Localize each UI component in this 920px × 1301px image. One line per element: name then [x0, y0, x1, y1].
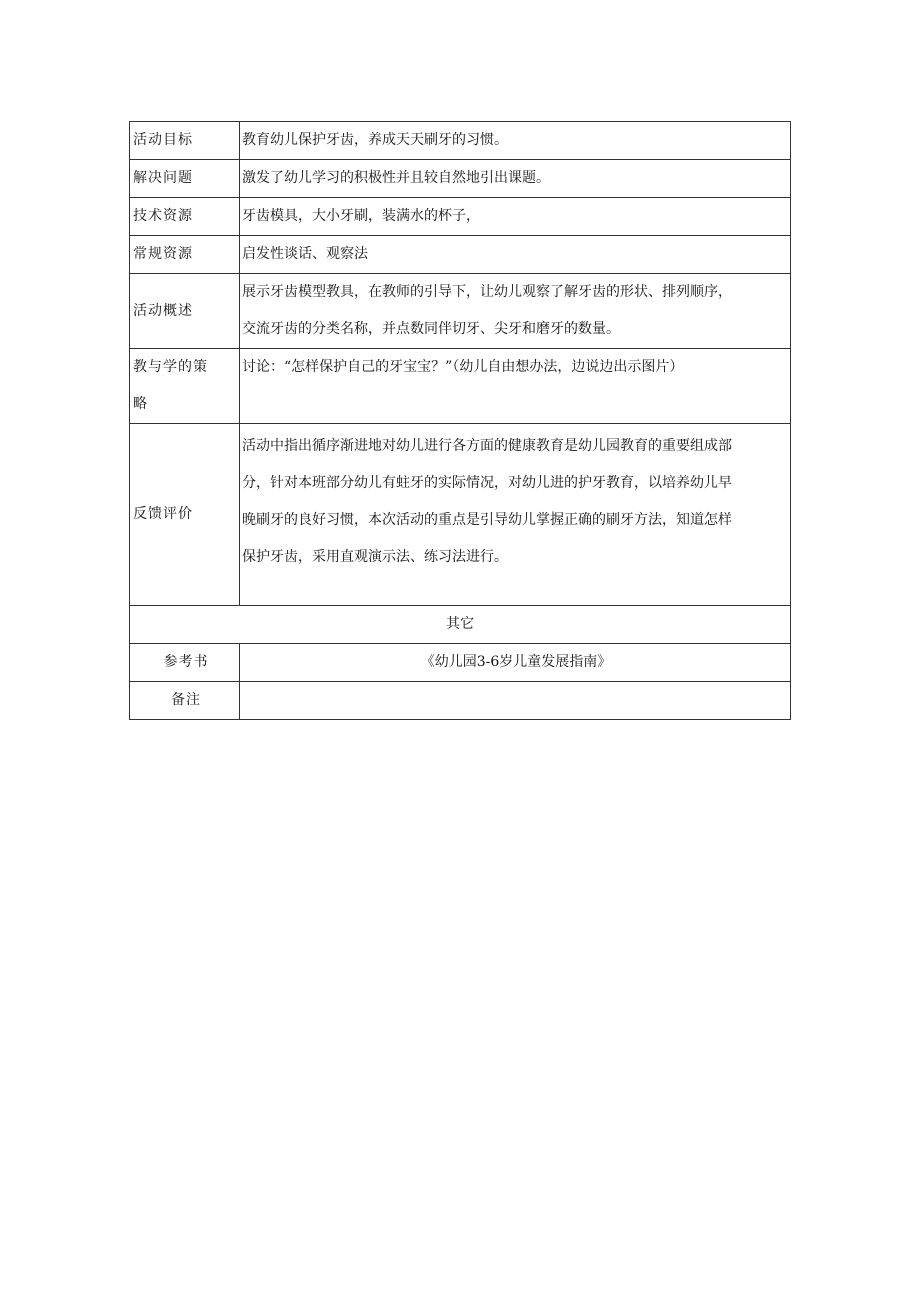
- remark-label: 备注: [130, 682, 240, 720]
- row-value-feedback: [240, 424, 791, 606]
- table-row: [130, 198, 791, 236]
- row-label-goal: 活动目标: [130, 122, 240, 160]
- table-row: [130, 236, 791, 274]
- feedback-line: 晚刷牙的良好习惯，本次活动的重点是引导幼儿掌握正确的刷牙方法，知道怎样: [242, 512, 732, 528]
- table-row: [130, 424, 791, 606]
- table-row: [130, 682, 791, 720]
- row-value-goal: 教育幼儿保护牙齿，养成天天刷牙的习惯。: [240, 122, 791, 160]
- table-row: [130, 644, 791, 682]
- table-row: [130, 349, 791, 424]
- feedback-line: 保护牙齿，采用直观演示法、练习法进行。: [242, 549, 508, 565]
- reference-label: 参考书: [130, 644, 240, 682]
- strategy-label-line: 教与学的策: [133, 359, 208, 375]
- table-row: [130, 122, 791, 160]
- table-row: [130, 606, 791, 644]
- section-title: 其它: [130, 606, 791, 644]
- reference-value: 《幼儿园3-6岁儿童发展指南》: [240, 644, 791, 682]
- overview-line: 交流牙齿的分类名称，并点数同伴切牙、尖牙和磨牙的数量。: [242, 321, 620, 337]
- row-label-problem: 解决问题: [130, 160, 240, 198]
- feedback-line: 分，针对本班部分幼儿有蛀牙的实际情况，对幼儿进的护牙教育，以培养幼儿早: [242, 475, 732, 491]
- table-row: [130, 274, 791, 349]
- row-value-strategy: 讨论：“怎样保护自己的牙宝宝？”（幼儿自由想办法，边说边出示图片）: [240, 349, 791, 424]
- table-row: [130, 160, 791, 198]
- row-label-strategy: [130, 349, 240, 424]
- strategy-label-line: 略: [133, 396, 148, 412]
- row-label-overview: 活动概述: [130, 274, 240, 349]
- remark-value: [240, 682, 791, 720]
- row-value-regular-resources: 启发性谈话、观察法: [240, 236, 791, 274]
- row-value-overview: [240, 274, 791, 349]
- row-label-tech-resources: 技术资源: [130, 198, 240, 236]
- row-label-feedback: 反馈评价: [130, 424, 240, 606]
- overview-line: 展示牙齿模型教具，在教师的引导下，让幼儿观察了解牙齿的形状、排列顺序，: [242, 284, 732, 300]
- activity-plan-table: [129, 121, 791, 720]
- row-value-problem: 激发了幼儿学习的积极性并且较自然地引出课题。: [240, 160, 791, 198]
- feedback-line: 活动中指出循序渐进地对幼儿进行各方面的健康教育是幼儿园教育的重要组成部: [242, 438, 732, 454]
- row-value-tech-resources: 牙齿模具，大小牙刷，装满水的杯子，: [240, 198, 791, 236]
- row-label-regular-resources: 常规资源: [130, 236, 240, 274]
